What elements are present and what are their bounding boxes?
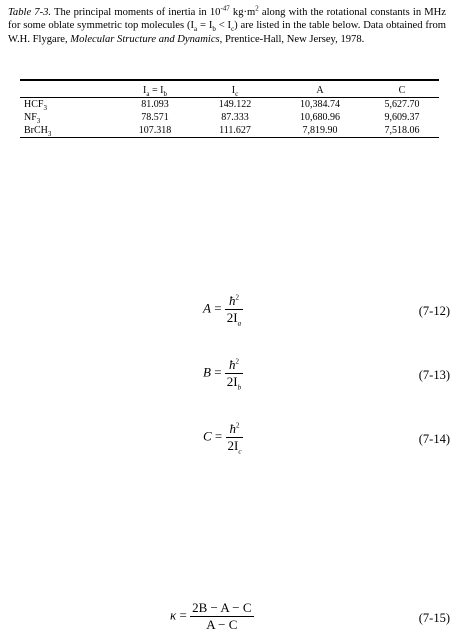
header-a: A bbox=[316, 84, 324, 96]
c-cell: 7,518.06 bbox=[384, 125, 420, 136]
equation-fraction: $\frac{2B - A - C}{A - C}$ bbox=[192, 600, 252, 632]
a-cell: 7,819.90 bbox=[302, 125, 338, 136]
caption-text: < I bbox=[215, 20, 232, 32]
table-row bbox=[20, 98, 439, 112]
equation-lhs: B bbox=[203, 364, 211, 380]
equation-7-15: κ = $\frac{2B - A - C}{A - C}$ bbox=[170, 600, 252, 632]
ic-cell: 149.122 bbox=[218, 99, 252, 110]
equation-7-14: C = $\frac{ħ^2}{2I_c}$ bbox=[203, 421, 242, 456]
c-cell: 9,609.37 bbox=[384, 112, 420, 123]
caption-text: The principal moments of inertia in 10 bbox=[51, 7, 221, 18]
table-caption bbox=[8, 6, 446, 46]
table-row bbox=[20, 124, 439, 138]
equation-lhs: A bbox=[203, 300, 211, 316]
ic-cell: 111.627 bbox=[219, 125, 251, 136]
caption-exponent: -47 bbox=[220, 4, 230, 13]
table-header-row bbox=[20, 80, 439, 98]
equation-number: (7-13) bbox=[418, 368, 450, 382]
equation-fraction: $\frac{ħ^2}{2I_a}$ bbox=[226, 293, 242, 328]
header-molecule bbox=[20, 80, 115, 98]
moments-table bbox=[20, 79, 439, 138]
book-title: Molecular Structure and Dynamics bbox=[70, 33, 220, 45]
equation-number: (7-12) bbox=[418, 304, 450, 318]
caption-text: along with the rotational constants in MHz for some oblate symmetric top molecules (I bbox=[8, 7, 447, 32]
table-row bbox=[20, 111, 439, 124]
header-ia-ib: $I_a = I_b$ bbox=[143, 84, 167, 98]
ia-ib-cell: 107.318 bbox=[138, 125, 172, 136]
caption-text: , Prentice-Hall, New Jersey, 1978. bbox=[219, 33, 365, 45]
a-cell: 10,680.96 bbox=[300, 112, 340, 123]
equation-7-12: A = $\frac{ħ^2}{2I_a}$ bbox=[203, 293, 242, 328]
header-c: C bbox=[398, 84, 406, 96]
equation-lhs: κ bbox=[170, 607, 177, 623]
caption-label: Table 7-3. bbox=[8, 7, 52, 18]
caption-subscript: c bbox=[231, 25, 235, 34]
equation-number: (7-15) bbox=[418, 611, 450, 625]
ia-ib-cell: 78.571 bbox=[141, 112, 169, 123]
caption-text: = I bbox=[197, 20, 213, 32]
caption-text: ) are listed in the table below. Data obtained from W.H. Flygare, bbox=[8, 20, 446, 45]
equation-7-13: B = $\frac{ħ^2}{2I_b}$ bbox=[203, 357, 242, 392]
ia-ib-cell: 81.093 bbox=[141, 99, 169, 110]
equation-number: (7-14) bbox=[418, 432, 450, 446]
ic-cell: 87.333 bbox=[221, 112, 249, 123]
equation-fraction: $\frac{ħ^2}{2I_c}$ bbox=[227, 421, 242, 456]
equation-fraction: $\frac{ħ^2}{2I_b}$ bbox=[226, 357, 242, 392]
header-ic: $I_c$ bbox=[231, 84, 239, 98]
molecule-cell: $NF_3$ bbox=[24, 112, 41, 125]
caption-subscript: b bbox=[212, 25, 216, 34]
molecule-cell: BrCH$_3$ bbox=[24, 125, 52, 138]
molecule-cell: $HCF_3$ bbox=[24, 99, 47, 112]
equation-lhs: C bbox=[203, 428, 212, 444]
caption-exponent: 2 bbox=[255, 4, 259, 13]
caption-text: kg·m bbox=[229, 7, 256, 18]
caption-subscript: a bbox=[194, 25, 198, 34]
a-cell: 10,384.74 bbox=[300, 99, 340, 110]
c-cell: 5,627.70 bbox=[384, 99, 420, 110]
